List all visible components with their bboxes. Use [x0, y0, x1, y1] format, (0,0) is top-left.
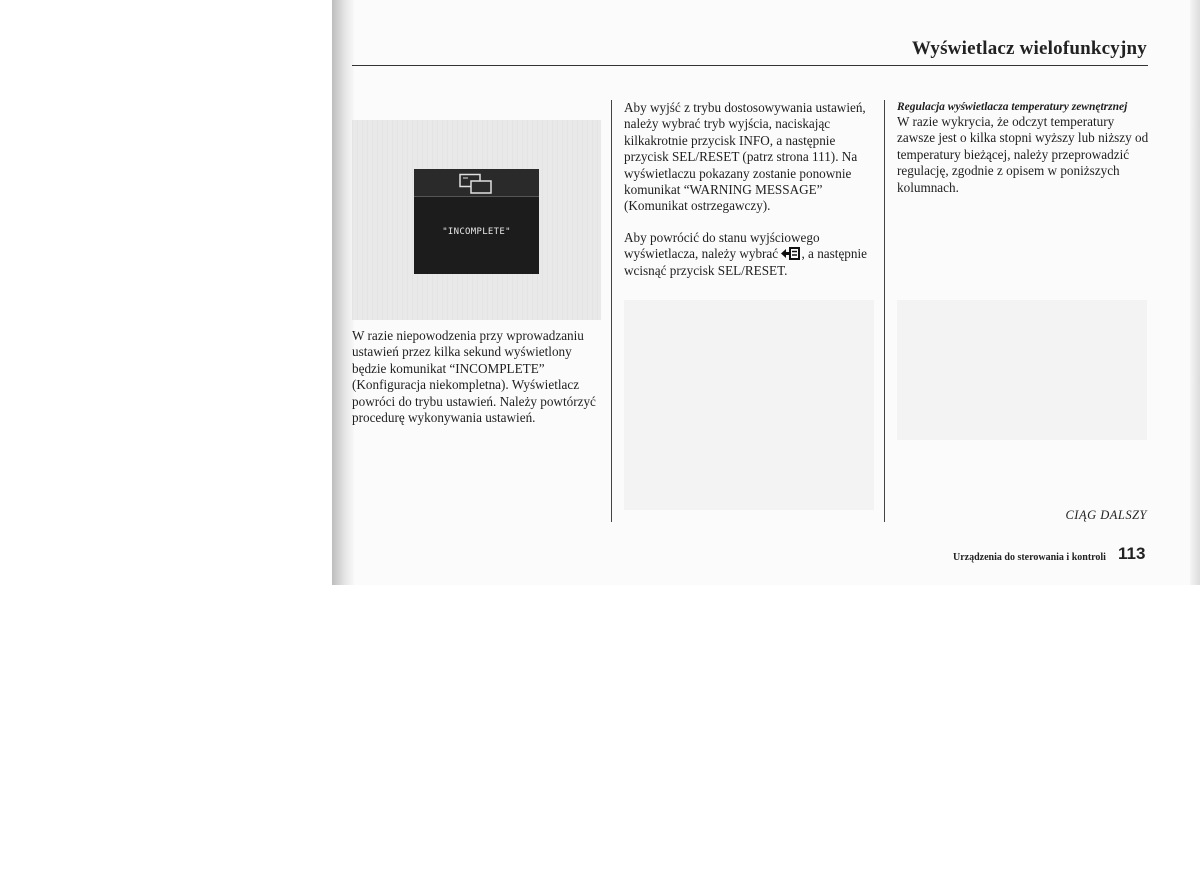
column3-paragraph: W razie wykrycia, że odczyt temperatury zawsze jest o kilka stopni wyższy lub niższy od temperatury bieżącej, należy przeprowadzić regulację, zgodnie z opisem w poniższych kolumnach. — [897, 114, 1149, 195]
incomplete-message: "INCOMPLETE" — [442, 227, 511, 237]
page-title: Wyświetlacz wielofunkcyjny — [911, 38, 1147, 59]
return-arrow-icon — [781, 247, 801, 260]
column-divider — [884, 100, 885, 522]
bleed-through-shade — [624, 300, 874, 510]
column-divider — [611, 100, 612, 522]
section-heading: Regulacja wyświetlacza temperatury zewnętrznej — [897, 101, 1128, 113]
page-number: 113 — [1118, 544, 1146, 563]
footer-section-label: Urządzenia do sterowania i kontroli — [953, 552, 1106, 563]
continued-label: CIĄG DALSZY — [1065, 508, 1147, 522]
column3-section — [897, 100, 1149, 196]
display-screen — [414, 169, 539, 274]
screen-header — [414, 169, 539, 197]
display-settings-icon — [458, 173, 494, 195]
bleed-through-shade — [897, 300, 1147, 440]
page-edge-shadow — [1190, 0, 1200, 585]
column2-paragraph1: Aby wyjść z trybu dostosowywania ustawień, należy wybrać tryb wyjścia, naciskając kilkakrotnie przycisk INFO, a następnie przycisk SEL/RESET (patrz strona 111). Na wyświetlaczu pokazany zostanie ponownie komunikat “WARNING MESSAGE” (Komunikat ostrzegawczy). — [624, 100, 866, 214]
page-binding-shadow — [332, 0, 354, 585]
column2-paragraph2 — [624, 230, 869, 279]
paragraph2-text-before: Aby powrócić do stanu wyjściowego wyświetlacza, należy wybrać — [624, 230, 820, 262]
paragraph2-text-after: , a następnie wcisnąć przycisk SEL/RESET. — [624, 246, 867, 278]
column1-paragraph: W razie niepowodzenia przy wprowadzaniu ustawień przez kilka sekund wyświetlony będzie komunikat “INCOMPLETE” (Konfiguracja niekompletna). Wyświetlacz powróci do trybu ustawień. Należy powtórzyć procedurę wykonywania ustawień. — [352, 328, 596, 426]
title-divider — [352, 65, 1148, 66]
